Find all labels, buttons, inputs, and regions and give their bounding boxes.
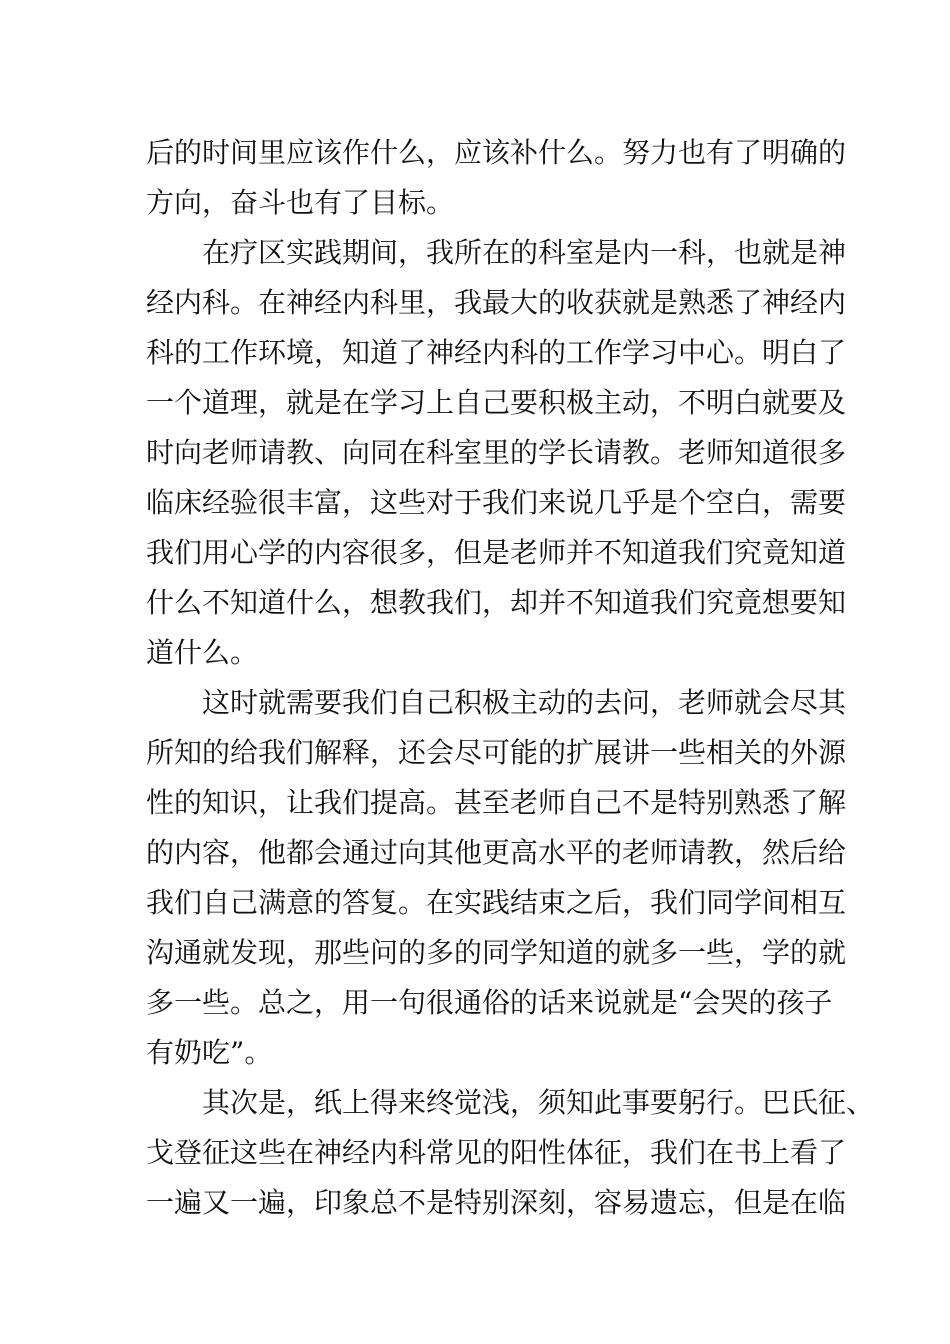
text-line: 我们自己满意的答复。在实践结束之后，我们同学间相互 <box>146 886 847 919</box>
text-line: 戈登征这些在神经内科常见的阳性体征，我们在书上看了 <box>146 1136 847 1169</box>
text-line: 一遍又一遍，印象总不是特别深刻，容易遗忘，但是在临 <box>146 1186 847 1219</box>
text-line: 性的知识，让我们提高。甚至老师自己不是特别熟悉了解 <box>146 786 847 819</box>
text-line: 其次是，纸上得来终觉浅，须知此事要躬行。巴氏征、 <box>202 1086 875 1119</box>
text-line: 时向老师请教、向同在科室里的学长请教。老师知道很多 <box>146 436 847 469</box>
text-line: 这时就需要我们自己积极主动的去问，老师就会尽其 <box>202 686 847 719</box>
text-line: 方向，奋斗也有了目标。 <box>146 186 455 219</box>
text-line: 多一些。总之，用一句很通俗的话来说就是“会哭的孩子 <box>146 986 833 1019</box>
text-line: 道什么。 <box>146 636 259 669</box>
text-line: 科的工作环境，知道了神经内科的工作学习中心。明白了 <box>146 336 847 369</box>
text-line: 后的时间里应该作什么，应该补什么。努力也有了明确的 <box>146 136 847 169</box>
text-line: 的内容，他都会通过向其他更高水平的老师请教，然后给 <box>146 836 847 869</box>
body-text <box>146 128 875 1228</box>
text-line: 所知的给我们解释，还会尽可能的扩展讲一些相关的外源 <box>146 736 847 769</box>
text-line: 我们用心学的内容很多，但是老师并不知道我们究竟知道 <box>146 536 847 569</box>
text-line: 有奶吃”。 <box>146 1036 273 1069</box>
text-line: 经内科。在神经内科里，我最大的收获就是熟悉了神经内 <box>146 286 847 319</box>
text-line: 一个道理，就是在学习上自己要积极主动，不明白就要及 <box>146 386 847 419</box>
text-line: 临床经验很丰富，这些对于我们来说几乎是个空白，需要 <box>146 486 847 519</box>
text-line: 在疗区实践期间，我所在的科室是内一科，也就是神 <box>202 236 847 269</box>
text-line: 什么不知道什么，想教我们，却并不知道我们究竟想要知 <box>146 586 847 619</box>
text-line: 沟通就发现，那些问的多的同学知道的就多一些，学的就 <box>146 936 847 969</box>
